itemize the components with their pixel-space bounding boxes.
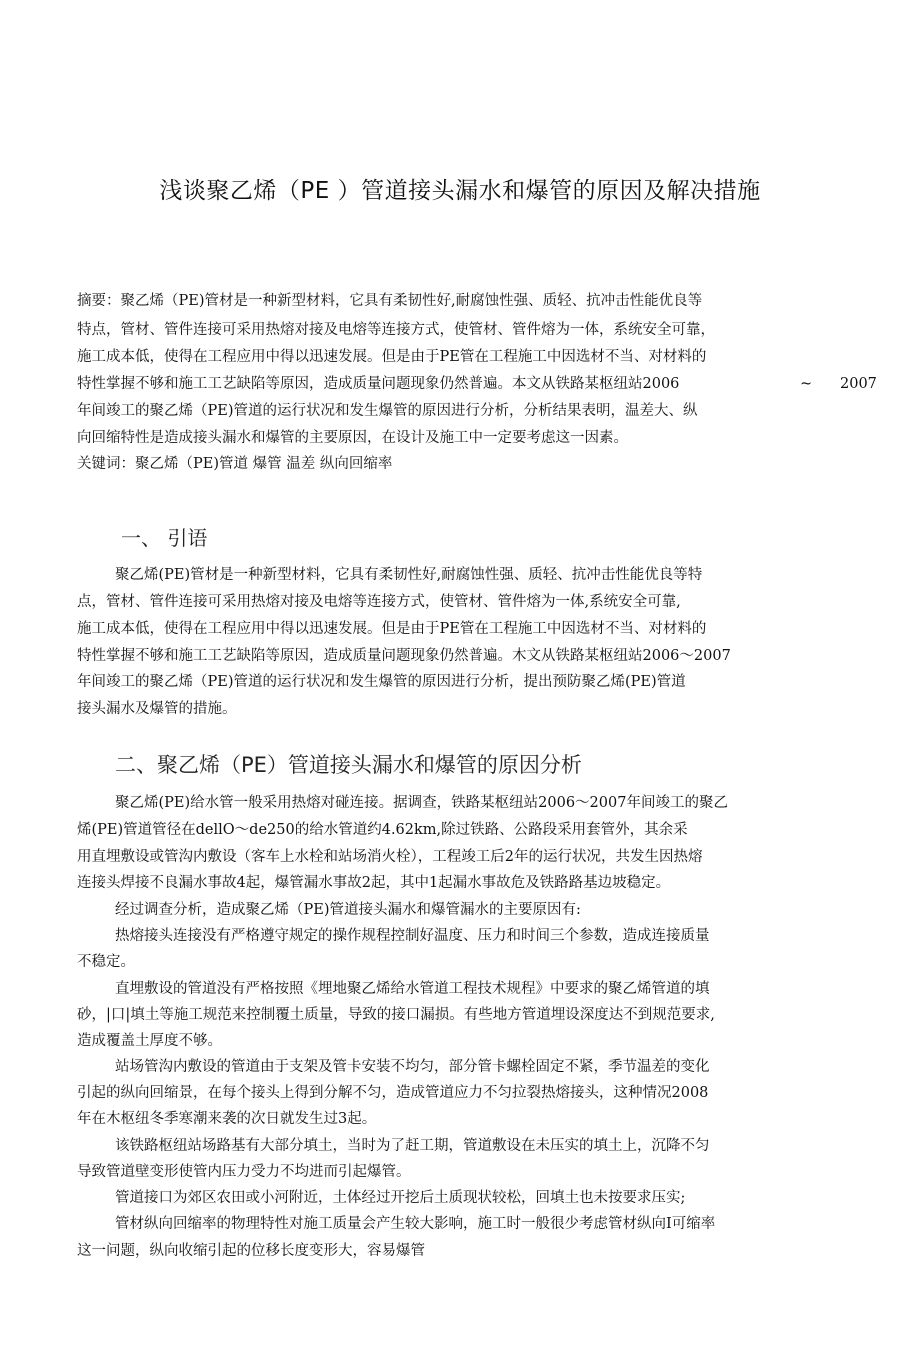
paragraph-line: 造成覆盖土厚度不够。 (77, 1033, 222, 1049)
abstract-tilde: ~ (800, 376, 813, 392)
paragraph-line: 砂，|口|填土等施工规范来控制覆土质量，导致的接口漏损。有些地方管道埋设深度达不到规范要求, (77, 1007, 715, 1023)
paragraph-line: 不稳定。 (77, 954, 135, 970)
keywords: 关键词：聚乙烯（PE)管道 爆管 温差 纵向回缩率 (77, 456, 393, 472)
abstract-year-end: 2007 (840, 376, 877, 392)
abstract-line: 特点，管材、管件连接可采用热熔对接及电熔等连接方式，使管材、管件熔为一体，系统安全可靠， (77, 322, 715, 338)
paragraph-line: 管道接口为郊区农田或小河附近，土体经过开挖后土质现状较松，回填土也未按要求压实; (115, 1190, 686, 1206)
paragraph-line: 点，管材、管件连接可采用热熔对接及电熔等连接方式，使管材、管件熔为一体,系统安全可靠, (77, 594, 681, 610)
paragraph-line: 经过调查分析，造成聚乙烯（PE)管道接头漏水和爆管漏水的主要原因有: (115, 902, 581, 918)
paragraph-line: 导致管道壁变形使管内压力受力不均进而引起爆管。 (77, 1164, 411, 1180)
abstract-line: 特性掌握不够和施工工艺缺陷等原因，造成质量问题现象仍然普遍。本文从铁路某枢纽站2006 (77, 376, 680, 392)
paragraph-line: 特性掌握不够和施工工艺缺陷等原因，造成质量问题现象仍然普遍。木文从铁路某枢纽站2006〜2007 (77, 648, 731, 664)
abstract-line: 向回缩特性是造成接头漏水和爆管的主要原因，在设计及施工中一定要考虑这一因素。 (77, 430, 628, 446)
abstract-line: 施工成本低，使得在工程应用中得以迅速发展。但是由于PE管在工程施工中因选材不当、对材料的 (77, 349, 707, 365)
document-title: 浅谈聚乙烯（PE ）管道接头漏水和爆管的原因及解决措施 (159, 178, 761, 204)
section-heading-intro: 一、 引语 (121, 526, 208, 550)
paragraph-line: 施工成本低，使得在工程应用中得以迅速发展。但是由于PE管在工程施工中因选材不当、对材料的 (77, 621, 707, 637)
paragraph-line: 接头漏水及爆管的措施。 (77, 701, 237, 717)
paragraph-line: 聚乙烯(PE)给水管一般采用热熔对碰连接。据调查，铁路某枢纽站2006〜2007年间竣工的聚乙 (115, 795, 728, 811)
section-heading-analysis: 二、聚乙烯（PE）管道接头漏水和爆管的原因分析 (115, 753, 582, 777)
paragraph-line: 年间竣工的聚乙烯（PE)管道的运行状况和发生爆管的原因进行分析，提出预防聚乙烯(PE)管道 (77, 674, 686, 690)
paragraph-line: 站场管沟内敷设的管道由于支架及管卡安装不均匀，部分管卡螺栓固定不紧，季节温差的变化 (115, 1059, 710, 1075)
paragraph-line: 直埋敷设的管道没有严格按照《埋地聚乙烯给水管道工程技术规程》中要求的聚乙烯管道的填 (115, 981, 710, 997)
paragraph-line: 年在木枢纽冬季寒潮来袭的次日就发生过3起。 (77, 1111, 377, 1127)
paragraph-line: 管材纵向回缩率的物理特性对施工质量会产生较大影响，施工时一般很少考虑管材纵向I可缩率 (115, 1216, 716, 1232)
abstract-line: 年间竣工的聚乙烯（PE)管道的运行状况和发生爆管的原因进行分析，分析结果表明，温差大、纵 (77, 403, 698, 419)
paragraph-line: 连接头焊接不良漏水事故4起，爆管漏水事故2起，其中1起漏水事故危及铁路路基边坡稳定。 (77, 875, 671, 891)
abstract-line: 摘要：聚乙烯（PE)管材是一种新型材料，它具有柔韧性好,耐腐蚀性强、质轻、抗冲击性能优良等 (77, 293, 703, 309)
paragraph-line: 热熔接头连接没有严格遵守规定的操作规程控制好温度、压力和时间三个参数，造成连接质量 (115, 928, 710, 944)
paragraph-line: 烯(PE)管道管径在dellO〜de250的给水管道约4.62km,除过铁路、公路段采用套管外，其余采 (77, 822, 688, 838)
paragraph-line: 聚乙烯(PE)管材是一种新型材料，它具有柔韧性好,耐腐蚀性强、质轻、抗冲击性能优良等特 (115, 567, 703, 583)
paragraph-line: 该铁路枢纽站场路基有大部分填土，当时为了赶工期，管道敷设在未压实的填土上，沉降不匀 (115, 1138, 710, 1154)
paragraph-line: 这一问题，纵向收缩引起的位移长度变形大，容易爆管 (77, 1243, 425, 1259)
paragraph-line: 用直埋敷设或管沟内敷设（客车上水栓和站场消火栓），工程竣工后2年的运行状况，共发生因热熔 (77, 849, 703, 865)
paragraph-line: 引起的纵向回缩景，在每个接头上得到分解不匀，造成管道应力不匀拉裂热熔接头，这种情况2008 (77, 1085, 709, 1101)
